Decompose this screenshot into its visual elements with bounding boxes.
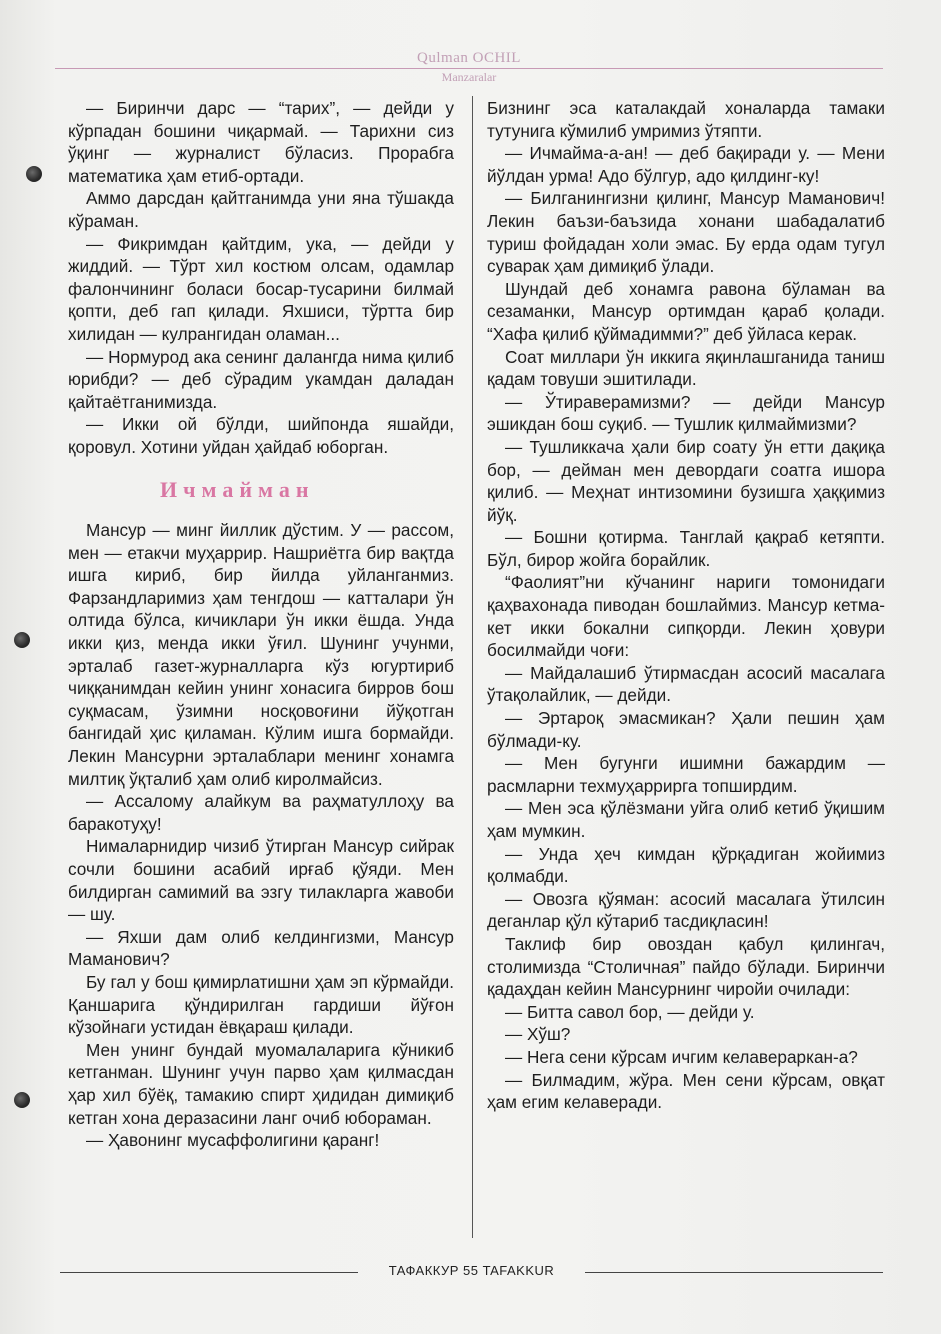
binder-hole-middle (14, 632, 30, 648)
paragraph: — Нега сени кўрсам ичгим келавераркан-а? (505, 1046, 858, 1067)
paragraph: — Ҳавонинг мусаффолигини қаранг! (86, 1130, 380, 1151)
paragraph: — Фикримдан қайтдим, ука, — дейди у жиддий. — Тўрт хил костюм олсам, одамлар фалончининг боласи босар-тусарини билмай қопти, деб гап қилади. Яхшиси, тўртта бир хилидан — кулрангидан оламан... (68, 233, 454, 344)
binder-hole-bottom (14, 1092, 30, 1108)
paragraph: — Хўш? (505, 1024, 571, 1045)
paragraph: — Биринчи дарс — “тарих”, — дейди у кўрпадан бошини чиқармай. — Тарихни сиз ўқинг — журналист бўласиз. Прорабга математика ҳам етиб-ортади. (68, 98, 454, 186)
paragraph: — Билганингизни қилинг, Мансур Маманович! Лекин баъзи-баъзида хонани шабадалатиб туриш фойдадан холи эмас. Бу ерда одам тугул суварак ҳам димиқиб ўлади. (487, 188, 885, 277)
paragraph: — Битта савол бор, — дейди у. (505, 1001, 755, 1022)
paragraph: — Яхши дам олиб келдингизми, Мансур Маманович? (68, 926, 454, 970)
paragraph: — Ичмайма-а-ан! — деб бақиради у. — Мени йўлдан урма! Адо бўлгур, адо қилдинг-ку! (487, 143, 885, 186)
paragraph: — Унда ҳеч кимдан қўрқадиган жойимиз қолмабди. (487, 843, 885, 887)
paragraph: — Мен бугунги ишимни бажардим — расмларни техмуҳаррирга топширдим. (487, 753, 885, 796)
paragraph: Бизнинг эса каталакдай хоналарда тамаки тутунига кўмилиб умримиз ўтяпти. (487, 98, 885, 141)
paragraph: Таклиф бир овоздан қабул қилингач, столимизда “Столичная” пайдо бўлади. Биринчи қадаҳдан кейин Мансурнинг чиройи очилади: (487, 933, 885, 1000)
paragraph: — Билмадим, жўра. Мен сени кўрсам, овқат ҳам егим келаверади. (487, 1069, 885, 1113)
paragraph: “Фаолият”ни кўчанинг нариги томонидаги қаҳвахонада пиводан бошлаймиз. Мансур кетма-кет икки бокални сипқорди. Лекин ҳовури босилмайди чоғи: (487, 572, 885, 661)
paragraph: Нималарнидир чизиб ўтирган Мансур сийрак сочли бошини асабий ирғаб қўяди. Мен билдирган самимий ва эзгу тилакларга жавоби — шу. (68, 836, 454, 925)
left-column (68, 97, 454, 1152)
paragraph: Аммо дарсдан қайтганимда уни яна тўшакда кўраман. (68, 188, 454, 231)
footer-page-number: ТАФАККУР 55 TAFAKKUR (388, 1263, 555, 1278)
binder-hole-top (26, 166, 42, 182)
column-divider (472, 96, 473, 1238)
paragraph: — Нормурод ака сенинг далангда нима қилиб юрибди? — деб сўрадим укамдан даладан қайтаётганимизда. (68, 346, 454, 412)
header-subtitle: Manzaralar (441, 70, 497, 84)
paragraph: — Икки ой бўлди, шийпонда яшайди, қоровул. Хотини уйдан ҳайдаб юборган. (68, 414, 454, 457)
paragraph: Бу гал у бош қимирлатишни ҳам эп кўрмайди. Қаншарига қўндирилган гардиши йўғон кўзойнаги устидан ёвқараш қилади. (68, 971, 454, 1038)
footer-rule-right (585, 1272, 883, 1273)
section-title: Ичмайман (160, 476, 315, 502)
paragraph: — Бошни қотирма. Танглай қақраб кетяпти. Бўл, бирор жойга борайлик. (487, 527, 885, 570)
header-rule (55, 68, 883, 69)
paragraph: — Овозга қўяман: асосий масалага ўтилсин деганлар қўл кўтариб тасдиқласин! (487, 888, 885, 932)
paragraph: — Мен эса қўлёзмани уйга олиб кетиб ўқишим ҳам мумкин. (487, 798, 885, 841)
paragraph: — Ўтираверамизми? — дейди Мансур эшикдан бош суқиб. — Тушлик қилмаймизми? (487, 391, 885, 435)
paragraph: Мансур — минг йиллик дўстим. У — рассом, мен — етакчи муҳаррир. Нашриётга бир вақтда ишга кириб, бир йилда уйланганмиз. Фарзандларимиз ҳам тенгдош — катталари ўн олтида бўлса, кичиклари ўн икки ёшда. Унда икки қиз, менда икки ўғил. Шунинг учунми, эрталаб газет-журналларга кўз югуртириб чиққанимдан кейин унинг хонасига бирров бош суқмасам, ўзимни носқовоғини йўқотган бангидай ҳис қиламан. Кўлим ишга бормайди. Лекин Мансурни эрталаблари менинг хонамга милтиқ ўқталиб ҳам олиб киролмайсиз. (68, 520, 454, 789)
paragraph: Соат миллари ўн иккига яқинлашганида таниш қадам товуши эшитилади. (487, 346, 885, 390)
header-author: Qulman OCHIL (417, 50, 521, 66)
paragraph: Мен унинг бундай муомалаларига кўникиб кетганман. Шунинг учун парво ҳам қилмасдан ҳар хил бўёқ, тамакию спирт ҳидидан димиқиб кетган хона деразасини ланг очиб юбораман. (68, 1039, 454, 1128)
paragraph: — Тушликкача ҳали бир соату ўн етти дақиқа бор, — дейман мен девордаги соатга ишора қилиб. — Меҳнат интизомини бузишга ҳаққимиз йўқ. (487, 436, 885, 525)
right-column (487, 97, 885, 1114)
paragraph: — Майдалашиб ўтирмасдан асосий масалага ўтақолайлик, — дейди. (487, 662, 885, 706)
running-header (55, 48, 883, 84)
paragraph: Шундай деб хонамга равона бўламан ва сезаманки, Мансур ортимдан қараб қолади. “Хафа қилиб қўймадимми?” деб ўйласа керак. (487, 278, 885, 344)
paragraph: — Ассалому алайкум ва раҳматуллоҳу ва баракотуҳу! (68, 791, 454, 834)
running-footer (60, 1262, 883, 1282)
paragraph: — Эртароқ эмасмикан? Ҳали пешин ҳам бўлмади-ку. (487, 708, 885, 751)
